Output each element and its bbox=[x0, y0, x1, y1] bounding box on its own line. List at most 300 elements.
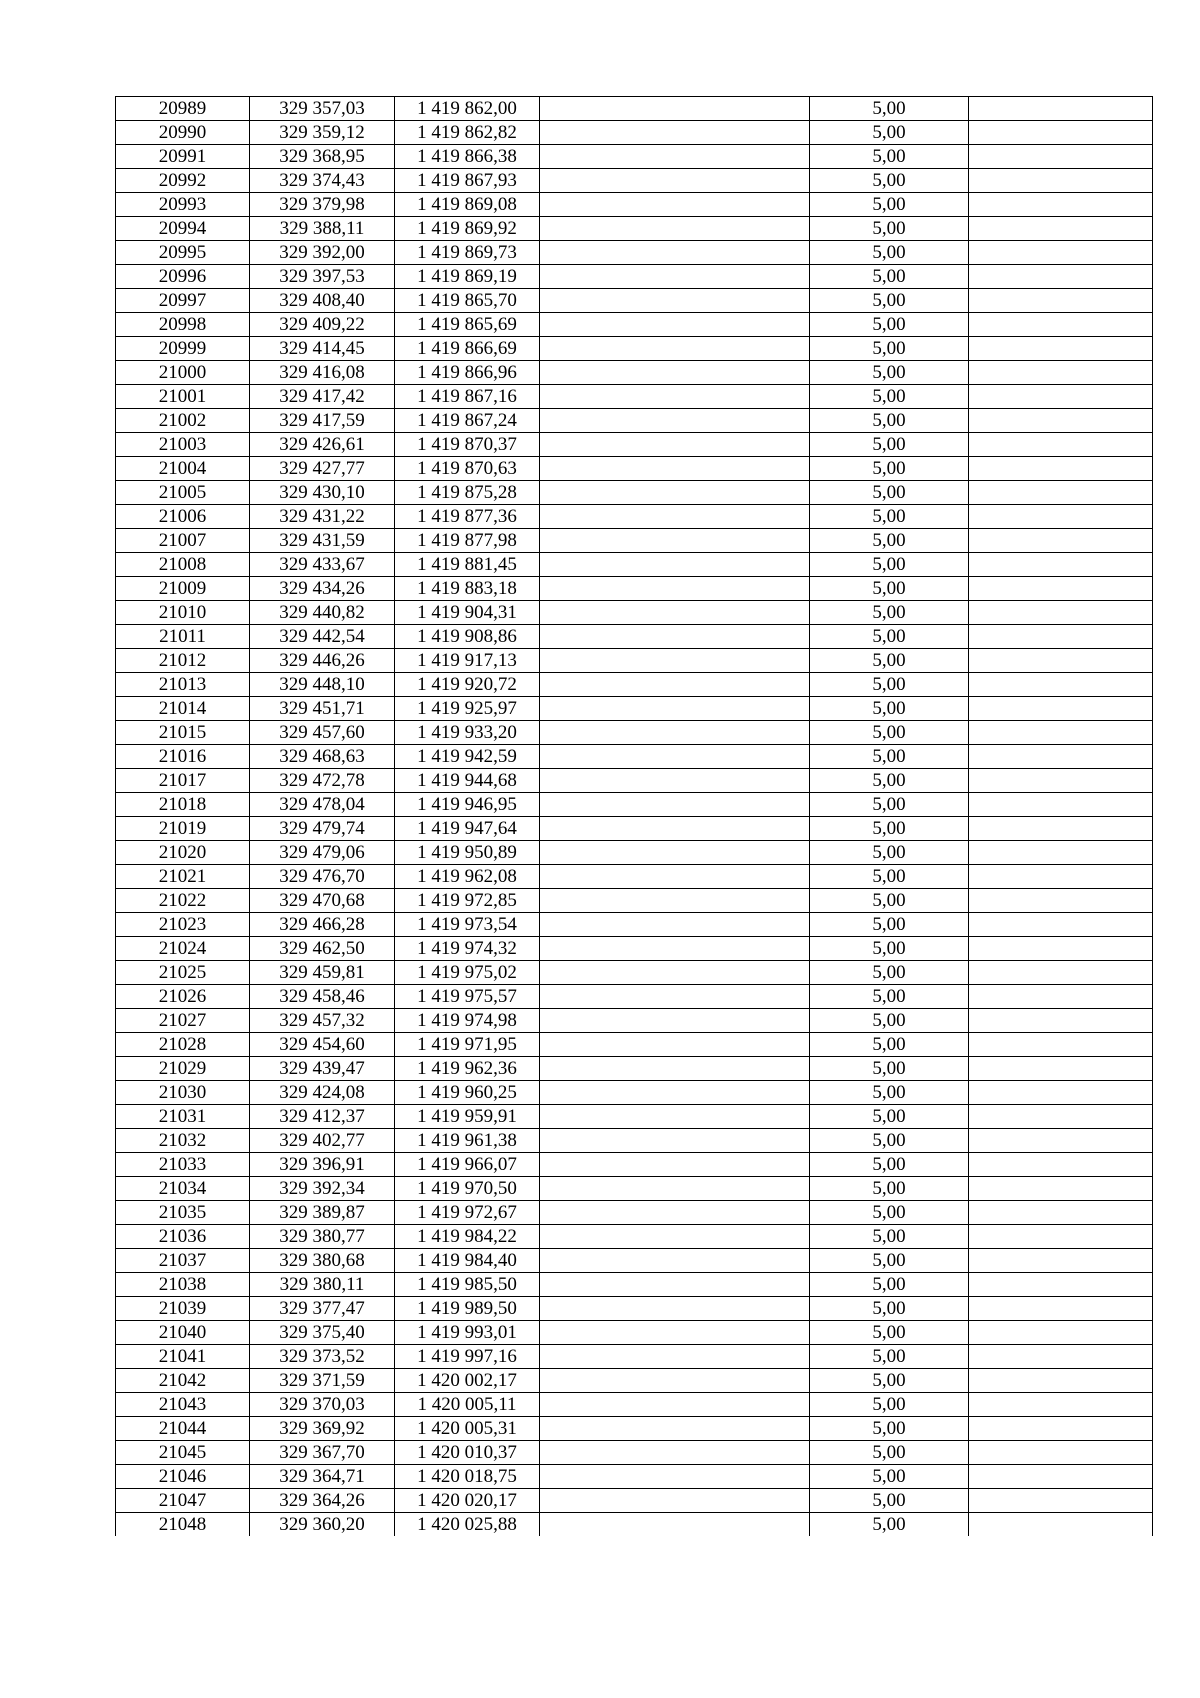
x-coordinate-cell: 329 369,92 bbox=[250, 1417, 395, 1441]
empty-cell bbox=[969, 1417, 1153, 1441]
empty-cell bbox=[540, 97, 810, 121]
tolerance-cell: 5,00 bbox=[810, 169, 969, 193]
table-row bbox=[116, 649, 1153, 673]
empty-cell bbox=[540, 793, 810, 817]
tolerance-cell: 5,00 bbox=[810, 937, 969, 961]
empty-cell bbox=[540, 265, 810, 289]
tolerance-cell: 5,00 bbox=[810, 1225, 969, 1249]
x-coordinate-cell: 329 392,00 bbox=[250, 241, 395, 265]
empty-cell bbox=[540, 1249, 810, 1273]
table-row bbox=[116, 1225, 1153, 1249]
tolerance-cell: 5,00 bbox=[810, 385, 969, 409]
tolerance-cell: 5,00 bbox=[810, 1057, 969, 1081]
tolerance-cell: 5,00 bbox=[810, 1273, 969, 1297]
empty-cell bbox=[540, 241, 810, 265]
y-coordinate-cell: 1 420 025,88 bbox=[395, 1513, 540, 1537]
table-row bbox=[116, 169, 1153, 193]
empty-cell bbox=[969, 1105, 1153, 1129]
empty-cell bbox=[540, 889, 810, 913]
tolerance-cell: 5,00 bbox=[810, 745, 969, 769]
tolerance-cell: 5,00 bbox=[810, 625, 969, 649]
empty-cell bbox=[969, 697, 1153, 721]
empty-cell bbox=[969, 1441, 1153, 1465]
point-number-cell: 21020 bbox=[116, 841, 250, 865]
empty-cell bbox=[969, 817, 1153, 841]
table-row bbox=[116, 241, 1153, 265]
point-number-cell: 21040 bbox=[116, 1321, 250, 1345]
empty-cell bbox=[969, 577, 1153, 601]
table-row bbox=[116, 769, 1153, 793]
empty-cell bbox=[969, 481, 1153, 505]
y-coordinate-cell: 1 419 866,69 bbox=[395, 337, 540, 361]
x-coordinate-cell: 329 389,87 bbox=[250, 1201, 395, 1225]
x-coordinate-cell: 329 371,59 bbox=[250, 1369, 395, 1393]
point-number-cell: 21022 bbox=[116, 889, 250, 913]
point-number-cell: 21036 bbox=[116, 1225, 250, 1249]
empty-cell bbox=[540, 337, 810, 361]
point-number-cell: 21025 bbox=[116, 961, 250, 985]
tolerance-cell: 5,00 bbox=[810, 217, 969, 241]
table-row bbox=[116, 265, 1153, 289]
x-coordinate-cell: 329 396,91 bbox=[250, 1153, 395, 1177]
empty-cell bbox=[969, 1225, 1153, 1249]
y-coordinate-cell: 1 419 869,92 bbox=[395, 217, 540, 241]
empty-cell bbox=[540, 409, 810, 433]
table-row bbox=[116, 961, 1153, 985]
empty-cell bbox=[540, 1009, 810, 1033]
tolerance-cell: 5,00 bbox=[810, 865, 969, 889]
point-number-cell: 20994 bbox=[116, 217, 250, 241]
empty-cell bbox=[969, 1369, 1153, 1393]
x-coordinate-cell: 329 470,68 bbox=[250, 889, 395, 913]
table-row bbox=[116, 1489, 1153, 1513]
point-number-cell: 21027 bbox=[116, 1009, 250, 1033]
table-row bbox=[116, 601, 1153, 625]
empty-cell bbox=[969, 649, 1153, 673]
point-number-cell: 21010 bbox=[116, 601, 250, 625]
y-coordinate-cell: 1 419 989,50 bbox=[395, 1297, 540, 1321]
empty-cell bbox=[969, 673, 1153, 697]
point-number-cell: 20989 bbox=[116, 97, 250, 121]
empty-cell bbox=[540, 937, 810, 961]
tolerance-cell: 5,00 bbox=[810, 433, 969, 457]
table-row bbox=[116, 793, 1153, 817]
point-number-cell: 20998 bbox=[116, 313, 250, 337]
y-coordinate-cell: 1 420 020,17 bbox=[395, 1489, 540, 1513]
point-number-cell: 20992 bbox=[116, 169, 250, 193]
y-coordinate-cell: 1 419 869,19 bbox=[395, 265, 540, 289]
table-row bbox=[116, 841, 1153, 865]
tolerance-cell: 5,00 bbox=[810, 985, 969, 1009]
empty-cell bbox=[540, 745, 810, 769]
point-number-cell: 20999 bbox=[116, 337, 250, 361]
empty-cell bbox=[969, 409, 1153, 433]
empty-cell bbox=[969, 1177, 1153, 1201]
point-number-cell: 21004 bbox=[116, 457, 250, 481]
y-coordinate-cell: 1 419 904,31 bbox=[395, 601, 540, 625]
table-row bbox=[116, 481, 1153, 505]
x-coordinate-cell: 329 426,61 bbox=[250, 433, 395, 457]
x-coordinate-cell: 329 377,47 bbox=[250, 1297, 395, 1321]
x-coordinate-cell: 329 360,20 bbox=[250, 1513, 395, 1537]
tolerance-cell: 5,00 bbox=[810, 97, 969, 121]
empty-cell bbox=[540, 721, 810, 745]
table-row bbox=[116, 409, 1153, 433]
tolerance-cell: 5,00 bbox=[810, 505, 969, 529]
x-coordinate-cell: 329 392,34 bbox=[250, 1177, 395, 1201]
y-coordinate-cell: 1 419 959,91 bbox=[395, 1105, 540, 1129]
x-coordinate-cell: 329 417,42 bbox=[250, 385, 395, 409]
y-coordinate-cell: 1 419 966,07 bbox=[395, 1153, 540, 1177]
point-number-cell: 21035 bbox=[116, 1201, 250, 1225]
y-coordinate-cell: 1 419 960,25 bbox=[395, 1081, 540, 1105]
table-row bbox=[116, 1249, 1153, 1273]
empty-cell bbox=[969, 889, 1153, 913]
point-number-cell: 21039 bbox=[116, 1297, 250, 1321]
point-number-cell: 21029 bbox=[116, 1057, 250, 1081]
tolerance-cell: 5,00 bbox=[810, 361, 969, 385]
y-coordinate-cell: 1 419 865,70 bbox=[395, 289, 540, 313]
point-number-cell: 21043 bbox=[116, 1393, 250, 1417]
empty-cell bbox=[540, 697, 810, 721]
point-number-cell: 21033 bbox=[116, 1153, 250, 1177]
x-coordinate-cell: 329 402,77 bbox=[250, 1129, 395, 1153]
tolerance-cell: 5,00 bbox=[810, 1345, 969, 1369]
empty-cell bbox=[540, 1153, 810, 1177]
empty-cell bbox=[540, 217, 810, 241]
empty-cell bbox=[540, 913, 810, 937]
empty-cell bbox=[969, 625, 1153, 649]
y-coordinate-cell: 1 419 942,59 bbox=[395, 745, 540, 769]
x-coordinate-cell: 329 424,08 bbox=[250, 1081, 395, 1105]
empty-cell bbox=[969, 529, 1153, 553]
empty-cell bbox=[969, 841, 1153, 865]
empty-cell bbox=[969, 217, 1153, 241]
y-coordinate-cell: 1 419 866,96 bbox=[395, 361, 540, 385]
point-number-cell: 21006 bbox=[116, 505, 250, 529]
tolerance-cell: 5,00 bbox=[810, 1297, 969, 1321]
y-coordinate-cell: 1 419 870,37 bbox=[395, 433, 540, 457]
point-number-cell: 21007 bbox=[116, 529, 250, 553]
table-row bbox=[116, 673, 1153, 697]
empty-cell bbox=[969, 337, 1153, 361]
point-number-cell: 21042 bbox=[116, 1369, 250, 1393]
table-row bbox=[116, 1345, 1153, 1369]
empty-cell bbox=[969, 265, 1153, 289]
tolerance-cell: 5,00 bbox=[810, 553, 969, 577]
point-number-cell: 21003 bbox=[116, 433, 250, 457]
empty-cell bbox=[969, 1033, 1153, 1057]
y-coordinate-cell: 1 419 974,98 bbox=[395, 1009, 540, 1033]
empty-cell bbox=[540, 457, 810, 481]
empty-cell bbox=[540, 769, 810, 793]
y-coordinate-cell: 1 419 862,82 bbox=[395, 121, 540, 145]
empty-cell bbox=[540, 1345, 810, 1369]
table-row bbox=[116, 1153, 1153, 1177]
table-row bbox=[116, 457, 1153, 481]
x-coordinate-cell: 329 416,08 bbox=[250, 361, 395, 385]
tolerance-cell: 5,00 bbox=[810, 1081, 969, 1105]
empty-cell bbox=[540, 601, 810, 625]
point-number-cell: 20996 bbox=[116, 265, 250, 289]
table-row bbox=[116, 97, 1153, 121]
tolerance-cell: 5,00 bbox=[810, 529, 969, 553]
table-row bbox=[116, 505, 1153, 529]
table-row bbox=[116, 625, 1153, 649]
empty-cell bbox=[969, 601, 1153, 625]
point-number-cell: 21011 bbox=[116, 625, 250, 649]
y-coordinate-cell: 1 419 975,57 bbox=[395, 985, 540, 1009]
empty-cell bbox=[969, 193, 1153, 217]
point-number-cell: 21045 bbox=[116, 1441, 250, 1465]
point-number-cell: 21016 bbox=[116, 745, 250, 769]
x-coordinate-cell: 329 454,60 bbox=[250, 1033, 395, 1057]
x-coordinate-cell: 329 479,06 bbox=[250, 841, 395, 865]
tolerance-cell: 5,00 bbox=[810, 793, 969, 817]
table-row bbox=[116, 1465, 1153, 1489]
table-row bbox=[116, 1417, 1153, 1441]
table-row bbox=[116, 1513, 1153, 1537]
point-number-cell: 21048 bbox=[116, 1513, 250, 1537]
point-number-cell: 20991 bbox=[116, 145, 250, 169]
y-coordinate-cell: 1 420 002,17 bbox=[395, 1369, 540, 1393]
empty-cell bbox=[540, 1129, 810, 1153]
empty-cell bbox=[540, 1273, 810, 1297]
x-coordinate-cell: 329 373,52 bbox=[250, 1345, 395, 1369]
x-coordinate-cell: 329 462,50 bbox=[250, 937, 395, 961]
y-coordinate-cell: 1 419 870,63 bbox=[395, 457, 540, 481]
point-number-cell: 21038 bbox=[116, 1273, 250, 1297]
y-coordinate-cell: 1 419 984,22 bbox=[395, 1225, 540, 1249]
empty-cell bbox=[540, 289, 810, 313]
empty-cell bbox=[969, 241, 1153, 265]
y-coordinate-cell: 1 419 862,00 bbox=[395, 97, 540, 121]
x-coordinate-cell: 329 457,60 bbox=[250, 721, 395, 745]
table-row bbox=[116, 889, 1153, 913]
tolerance-cell: 5,00 bbox=[810, 817, 969, 841]
tolerance-cell: 5,00 bbox=[810, 1321, 969, 1345]
x-coordinate-cell: 329 412,37 bbox=[250, 1105, 395, 1129]
empty-cell bbox=[969, 1513, 1153, 1537]
point-number-cell: 21002 bbox=[116, 409, 250, 433]
x-coordinate-cell: 329 409,22 bbox=[250, 313, 395, 337]
empty-cell bbox=[540, 121, 810, 145]
empty-cell bbox=[969, 961, 1153, 985]
empty-cell bbox=[540, 1489, 810, 1513]
point-number-cell: 21041 bbox=[116, 1345, 250, 1369]
point-number-cell: 21021 bbox=[116, 865, 250, 889]
y-coordinate-cell: 1 419 973,54 bbox=[395, 913, 540, 937]
empty-cell bbox=[540, 1465, 810, 1489]
empty-cell bbox=[540, 361, 810, 385]
table-row bbox=[116, 553, 1153, 577]
empty-cell bbox=[969, 505, 1153, 529]
table-row bbox=[116, 121, 1153, 145]
point-number-cell: 21046 bbox=[116, 1465, 250, 1489]
point-number-cell: 21030 bbox=[116, 1081, 250, 1105]
tolerance-cell: 5,00 bbox=[810, 601, 969, 625]
x-coordinate-cell: 329 476,70 bbox=[250, 865, 395, 889]
empty-cell bbox=[969, 1465, 1153, 1489]
empty-cell bbox=[540, 1105, 810, 1129]
point-number-cell: 20997 bbox=[116, 289, 250, 313]
tolerance-cell: 5,00 bbox=[810, 769, 969, 793]
empty-cell bbox=[969, 97, 1153, 121]
point-number-cell: 21028 bbox=[116, 1033, 250, 1057]
tolerance-cell: 5,00 bbox=[810, 1489, 969, 1513]
x-coordinate-cell: 329 468,63 bbox=[250, 745, 395, 769]
y-coordinate-cell: 1 419 867,24 bbox=[395, 409, 540, 433]
x-coordinate-cell: 329 368,95 bbox=[250, 145, 395, 169]
empty-cell bbox=[540, 553, 810, 577]
empty-cell bbox=[540, 1177, 810, 1201]
x-coordinate-cell: 329 448,10 bbox=[250, 673, 395, 697]
tolerance-cell: 5,00 bbox=[810, 193, 969, 217]
empty-cell bbox=[969, 313, 1153, 337]
point-number-cell: 21047 bbox=[116, 1489, 250, 1513]
x-coordinate-cell: 329 364,71 bbox=[250, 1465, 395, 1489]
x-coordinate-cell: 329 379,98 bbox=[250, 193, 395, 217]
x-coordinate-cell: 329 380,11 bbox=[250, 1273, 395, 1297]
point-number-cell: 21019 bbox=[116, 817, 250, 841]
tolerance-cell: 5,00 bbox=[810, 1153, 969, 1177]
tolerance-cell: 5,00 bbox=[810, 1249, 969, 1273]
x-coordinate-cell: 329 479,74 bbox=[250, 817, 395, 841]
empty-cell bbox=[540, 1369, 810, 1393]
point-number-cell: 21001 bbox=[116, 385, 250, 409]
empty-cell bbox=[540, 841, 810, 865]
table-row bbox=[116, 1177, 1153, 1201]
table-row bbox=[116, 697, 1153, 721]
y-coordinate-cell: 1 419 920,72 bbox=[395, 673, 540, 697]
y-coordinate-cell: 1 419 970,50 bbox=[395, 1177, 540, 1201]
empty-cell bbox=[540, 529, 810, 553]
tolerance-cell: 5,00 bbox=[810, 121, 969, 145]
empty-cell bbox=[540, 1393, 810, 1417]
y-coordinate-cell: 1 420 010,37 bbox=[395, 1441, 540, 1465]
point-number-cell: 20993 bbox=[116, 193, 250, 217]
y-coordinate-cell: 1 420 018,75 bbox=[395, 1465, 540, 1489]
y-coordinate-cell: 1 419 866,38 bbox=[395, 145, 540, 169]
y-coordinate-cell: 1 419 962,08 bbox=[395, 865, 540, 889]
x-coordinate-cell: 329 427,77 bbox=[250, 457, 395, 481]
empty-cell bbox=[969, 289, 1153, 313]
y-coordinate-cell: 1 419 933,20 bbox=[395, 721, 540, 745]
x-coordinate-cell: 329 446,26 bbox=[250, 649, 395, 673]
point-number-cell: 21005 bbox=[116, 481, 250, 505]
y-coordinate-cell: 1 419 972,85 bbox=[395, 889, 540, 913]
y-coordinate-cell: 1 420 005,31 bbox=[395, 1417, 540, 1441]
empty-cell bbox=[540, 1057, 810, 1081]
empty-cell bbox=[969, 1201, 1153, 1225]
empty-cell bbox=[540, 145, 810, 169]
empty-cell bbox=[540, 505, 810, 529]
tolerance-cell: 5,00 bbox=[810, 1009, 969, 1033]
point-number-cell: 20990 bbox=[116, 121, 250, 145]
tolerance-cell: 5,00 bbox=[810, 1369, 969, 1393]
tolerance-cell: 5,00 bbox=[810, 889, 969, 913]
x-coordinate-cell: 329 434,26 bbox=[250, 577, 395, 601]
y-coordinate-cell: 1 419 875,28 bbox=[395, 481, 540, 505]
point-number-cell: 21013 bbox=[116, 673, 250, 697]
x-coordinate-cell: 329 442,54 bbox=[250, 625, 395, 649]
table-row bbox=[116, 817, 1153, 841]
empty-cell bbox=[969, 361, 1153, 385]
point-number-cell: 21023 bbox=[116, 913, 250, 937]
empty-cell bbox=[540, 1201, 810, 1225]
tolerance-cell: 5,00 bbox=[810, 1105, 969, 1129]
empty-cell bbox=[969, 169, 1153, 193]
empty-cell bbox=[969, 721, 1153, 745]
empty-cell bbox=[540, 817, 810, 841]
x-coordinate-cell: 329 414,45 bbox=[250, 337, 395, 361]
empty-cell bbox=[540, 1513, 810, 1537]
empty-cell bbox=[969, 985, 1153, 1009]
point-number-cell: 21009 bbox=[116, 577, 250, 601]
x-coordinate-cell: 329 431,59 bbox=[250, 529, 395, 553]
x-coordinate-cell: 329 370,03 bbox=[250, 1393, 395, 1417]
empty-cell bbox=[540, 169, 810, 193]
x-coordinate-cell: 329 375,40 bbox=[250, 1321, 395, 1345]
y-coordinate-cell: 1 419 946,95 bbox=[395, 793, 540, 817]
tolerance-cell: 5,00 bbox=[810, 1393, 969, 1417]
empty-cell bbox=[969, 1273, 1153, 1297]
table-row bbox=[116, 745, 1153, 769]
y-coordinate-cell: 1 419 971,95 bbox=[395, 1033, 540, 1057]
table-row bbox=[116, 1057, 1153, 1081]
table-row bbox=[116, 1273, 1153, 1297]
x-coordinate-cell: 329 364,26 bbox=[250, 1489, 395, 1513]
x-coordinate-cell: 329 431,22 bbox=[250, 505, 395, 529]
table-row bbox=[116, 1441, 1153, 1465]
point-number-cell: 21034 bbox=[116, 1177, 250, 1201]
empty-cell bbox=[969, 1057, 1153, 1081]
point-number-cell: 21037 bbox=[116, 1249, 250, 1273]
empty-cell bbox=[540, 865, 810, 889]
empty-cell bbox=[969, 121, 1153, 145]
tolerance-cell: 5,00 bbox=[810, 1441, 969, 1465]
table-row bbox=[116, 385, 1153, 409]
table-row bbox=[116, 1129, 1153, 1153]
table-row bbox=[116, 985, 1153, 1009]
table-row bbox=[116, 913, 1153, 937]
table-row bbox=[116, 1009, 1153, 1033]
y-coordinate-cell: 1 419 867,93 bbox=[395, 169, 540, 193]
empty-cell bbox=[540, 1417, 810, 1441]
empty-cell bbox=[969, 385, 1153, 409]
table-row bbox=[116, 1105, 1153, 1129]
empty-cell bbox=[969, 1249, 1153, 1273]
y-coordinate-cell: 1 419 944,68 bbox=[395, 769, 540, 793]
empty-cell bbox=[969, 793, 1153, 817]
y-coordinate-cell: 1 419 869,73 bbox=[395, 241, 540, 265]
table-row bbox=[116, 721, 1153, 745]
point-number-cell: 21014 bbox=[116, 697, 250, 721]
empty-cell bbox=[969, 1321, 1153, 1345]
x-coordinate-cell: 329 388,11 bbox=[250, 217, 395, 241]
y-coordinate-cell: 1 419 984,40 bbox=[395, 1249, 540, 1273]
table-row bbox=[116, 1297, 1153, 1321]
x-coordinate-cell: 329 408,40 bbox=[250, 289, 395, 313]
point-number-cell: 21012 bbox=[116, 649, 250, 673]
table-row bbox=[116, 313, 1153, 337]
empty-cell bbox=[969, 865, 1153, 889]
point-number-cell: 21017 bbox=[116, 769, 250, 793]
x-coordinate-cell: 329 357,03 bbox=[250, 97, 395, 121]
empty-cell bbox=[969, 745, 1153, 769]
y-coordinate-cell: 1 419 908,86 bbox=[395, 625, 540, 649]
x-coordinate-cell: 329 417,59 bbox=[250, 409, 395, 433]
